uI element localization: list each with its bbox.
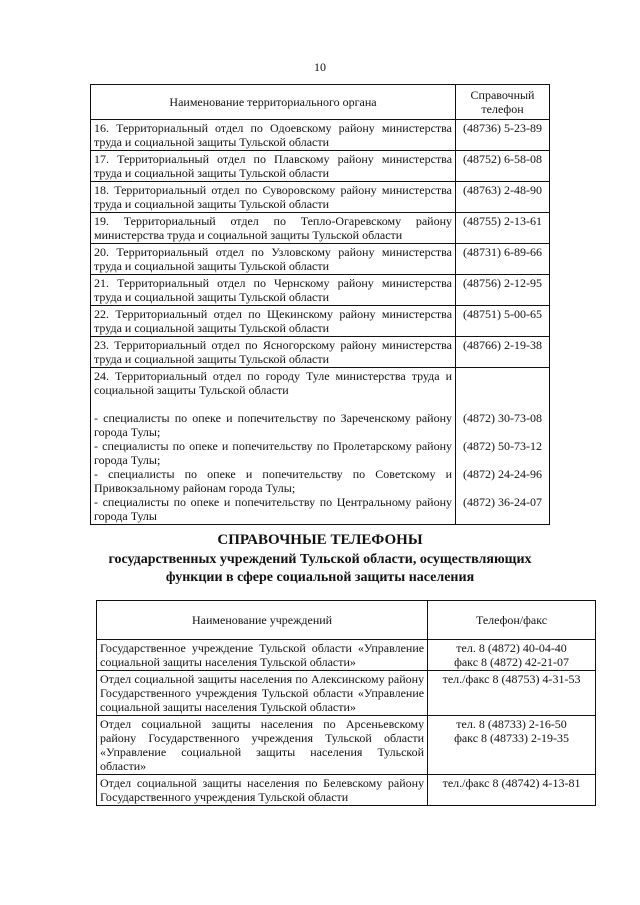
table-row bbox=[97, 716, 596, 775]
tula-subunit-name: - специалисты по опеке и попечительству по Зареченскому району города Тулы; bbox=[94, 411, 453, 439]
tula-subunit-phone: (4872) 24-24-96 bbox=[463, 467, 542, 481]
office-name: 22. Территориальный отдел по Щекинскому району министерства труда и социальной защиты Тульской области bbox=[91, 306, 456, 337]
table-row bbox=[97, 775, 596, 806]
table-header-row bbox=[97, 601, 596, 640]
tula-subunit-name: - специалисты по опеке и попечительству по Советскому и Привокзальному районам города Тулы; bbox=[94, 467, 453, 495]
institutions-table bbox=[96, 600, 596, 806]
tula-subunit-phone: (4872) 30-73-08 bbox=[463, 411, 542, 425]
institution-phone-line: тел. 8 (48733) 2-16-50 bbox=[456, 717, 567, 731]
institution-fax-line: факс 8 (4872) 42-21-07 bbox=[454, 655, 570, 669]
institution-phones bbox=[428, 671, 596, 716]
tula-subunit-name: - специалисты по опеке и попечительству по Центральному району города Тулы bbox=[94, 495, 453, 523]
institution-phones bbox=[428, 640, 596, 671]
institution-name: Отдел социальной защиты населения по Белевскому району Государственного учреждения Тульской области bbox=[97, 775, 428, 806]
table-row bbox=[91, 337, 550, 368]
table-row bbox=[91, 244, 550, 275]
tula-subunit-phone: (4872) 50-73-12 bbox=[463, 439, 542, 453]
table-row bbox=[97, 671, 596, 716]
table-header-row bbox=[91, 85, 550, 120]
institution-phone-line: тел./факс 8 (48753) 4-31-53 bbox=[442, 672, 581, 686]
office-name: 21. Территориальный отдел по Чернскому району министерства труда и социальной защиты Тульской области bbox=[91, 275, 456, 306]
tula-phones-cell bbox=[456, 368, 550, 525]
institution-phone-line: тел. 8 (4872) 40-04-40 bbox=[456, 641, 567, 655]
office-phone: (48763) 2-48-90 bbox=[456, 182, 550, 213]
office-phone: (48736) 5-23-89 bbox=[456, 120, 550, 151]
table-row-tula bbox=[91, 368, 550, 525]
institution-name: Отдел социальной защиты населения по Арсеньевскому району Государственного учреждения Тульской области «Управление социальной защиты населения Тульской области» bbox=[97, 716, 428, 775]
header-phone-cell: Телефон/факс bbox=[428, 601, 596, 640]
office-phone: (48756) 2-12-95 bbox=[456, 275, 550, 306]
office-phone: (48731) 6-89-66 bbox=[456, 244, 550, 275]
section-subtitle-line1: государственных учреждений Тульской области, осуществляющих bbox=[108, 552, 532, 567]
section-title: СПРАВОЧНЫЕ ТЕЛЕФОНЫ bbox=[217, 532, 423, 548]
territorial-offices-table bbox=[90, 84, 550, 525]
office-name: 23. Территориальный отдел по Ясногорскому району министерства труда и социальной защиты Тульской области bbox=[91, 337, 456, 368]
page-number: 10 bbox=[314, 60, 326, 74]
table-row bbox=[91, 151, 550, 182]
office-phone: (48751) 5-00-65 bbox=[456, 306, 550, 337]
office-phone: (48755) 2-13-61 bbox=[456, 213, 550, 244]
institution-fax-line: факс 8 (48733) 2-19-35 bbox=[454, 731, 570, 745]
section-subtitle bbox=[0, 551, 640, 587]
office-name: 16. Территориальный отдел по Одоевскому району министерства труда и социальной защиты Тульской области bbox=[91, 120, 456, 151]
office-name: 20. Территориальный отдел по Узловскому району министерства труда и социальной защиты Тульской области bbox=[91, 244, 456, 275]
institution-name: Отдел социальной защиты населения по Алексинскому району Государственного учреждения Тульской области «Управление социальной защиты населения Тульской области» bbox=[97, 671, 428, 716]
office-phone: (48752) 6-58-08 bbox=[456, 151, 550, 182]
table-row bbox=[91, 182, 550, 213]
office-phone: (48766) 2-19-38 bbox=[456, 337, 550, 368]
office-name: 19. Территориальный отдел по Тепло-Огаревскому району министерства труда и социальной защиты Тульской области bbox=[91, 213, 456, 244]
table-row bbox=[91, 306, 550, 337]
table-row bbox=[91, 213, 550, 244]
table-row bbox=[91, 275, 550, 306]
table-row bbox=[91, 120, 550, 151]
header-phone-cell bbox=[456, 85, 550, 120]
header-phone-line1: Справочный bbox=[470, 88, 535, 102]
section-subtitle-line2: функции в сфере социальной защиты населения bbox=[165, 570, 475, 585]
tula-office-cell bbox=[91, 368, 456, 525]
header-phone-line2: телефон bbox=[481, 102, 524, 116]
institution-name: Государственное учреждение Тульской области «Управление социальной защиты населения Тульской области» bbox=[97, 640, 428, 671]
office-name: 18. Территориальный отдел по Суворовскому району министерства труда и социальной защиты Тульской области bbox=[91, 182, 456, 213]
institution-phones bbox=[428, 775, 596, 806]
office-name: 17. Территориальный отдел по Плавскому району министерства труда и социальной защиты Тульской области bbox=[91, 151, 456, 182]
header-name-cell: Наименование территориального органа bbox=[91, 85, 456, 120]
tula-office-title: 24. Территориальный отдел по городу Туле министерства труда и социальной защиты Тульской области bbox=[94, 369, 453, 397]
institution-phone-line: тел./факс 8 (48742) 4-13-81 bbox=[442, 776, 581, 790]
institution-phones bbox=[428, 716, 596, 775]
header-name-cell: Наименование учреждений bbox=[97, 601, 428, 640]
tula-subunit-phone: (4872) 36-24-07 bbox=[463, 495, 542, 509]
tula-subunit-name: - специалисты по опеке и попечительству по Пролетарскому району города Тулы; bbox=[94, 439, 453, 467]
table-row bbox=[97, 640, 596, 671]
